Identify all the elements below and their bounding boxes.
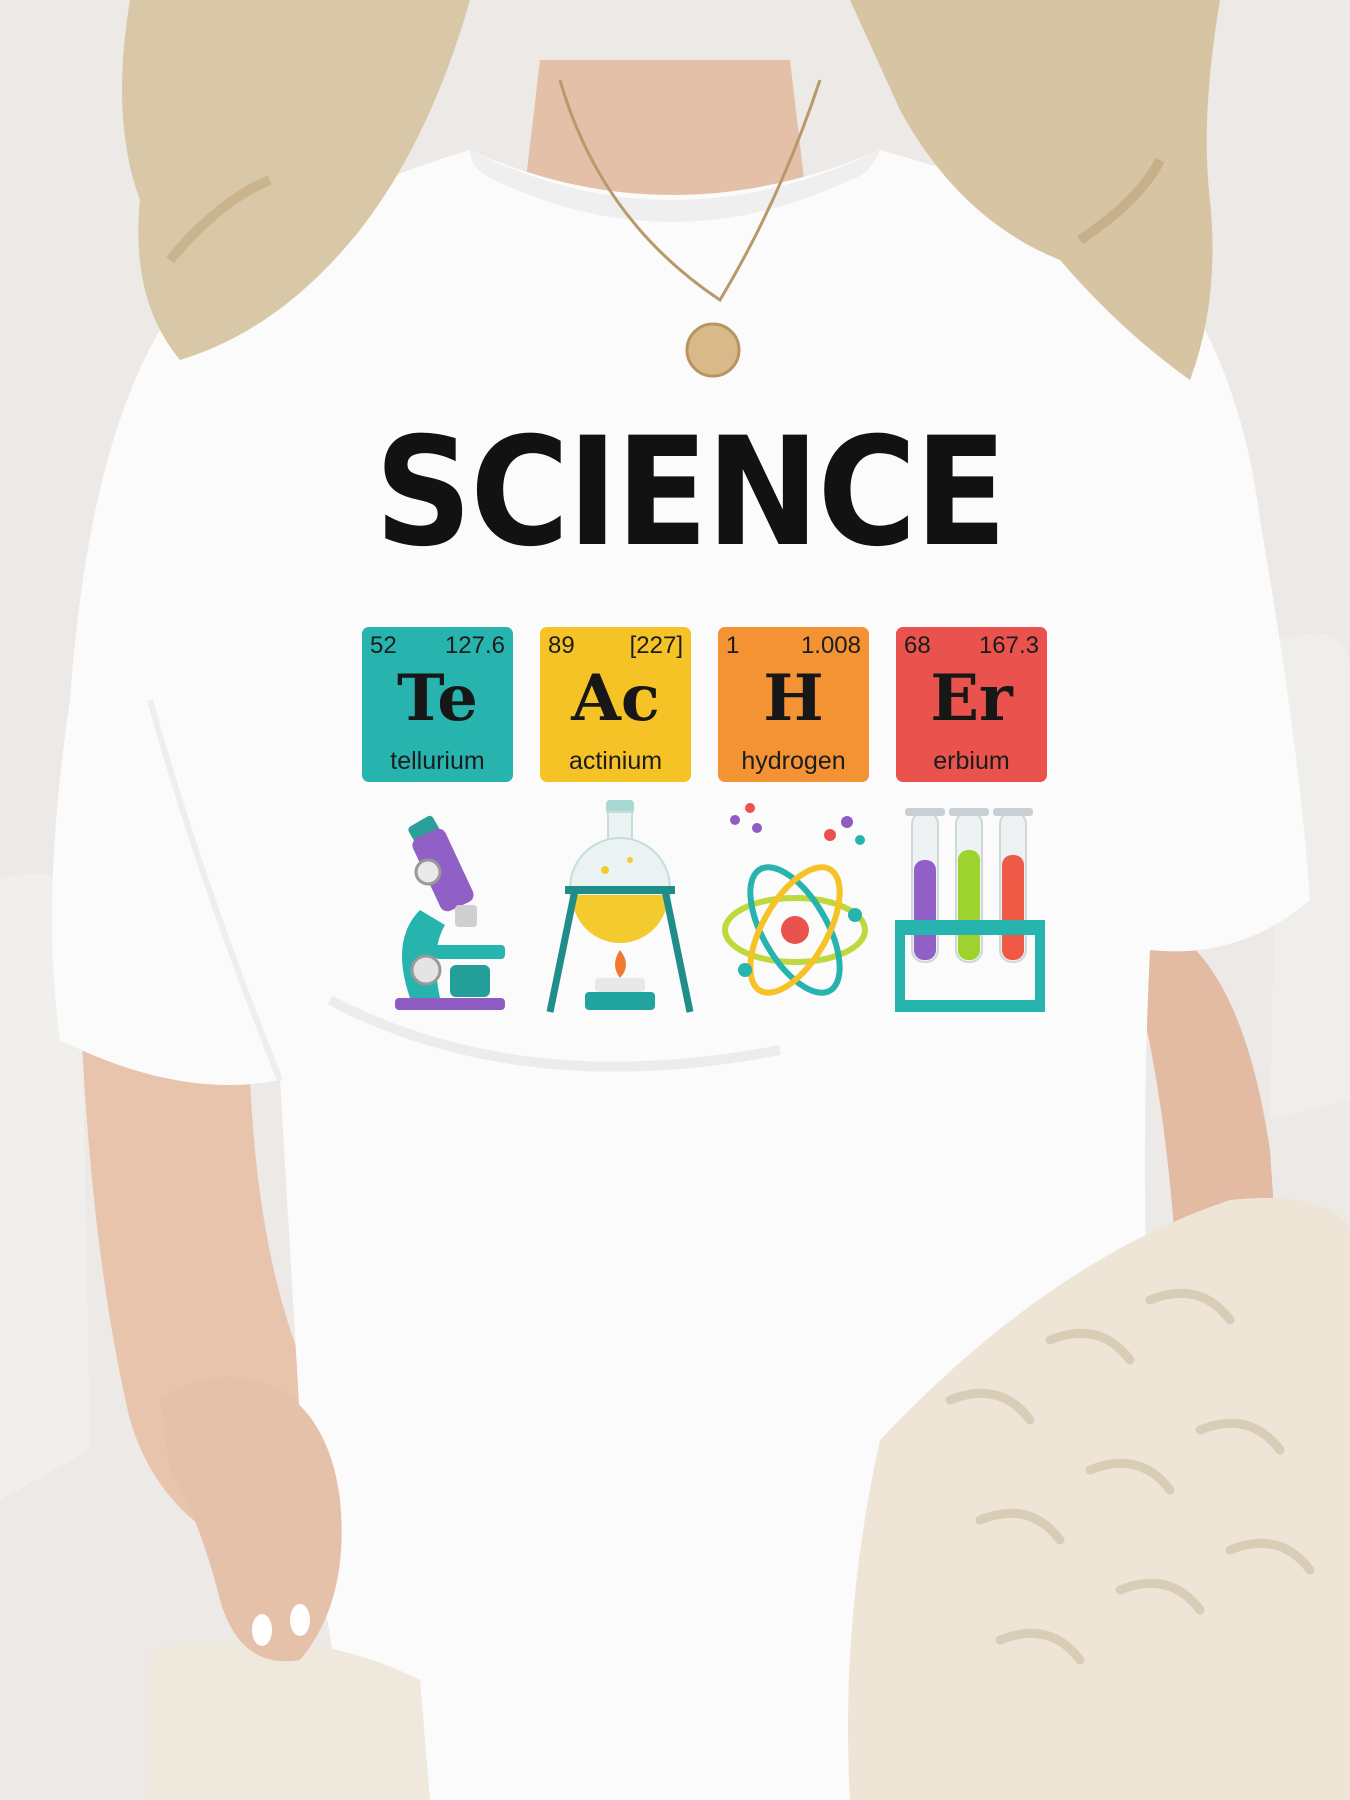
element-symbol: H bbox=[763, 661, 824, 736]
element-tile-er bbox=[896, 627, 1047, 782]
test-tubes-icon bbox=[890, 800, 1050, 1020]
atomic-mass: 167.3 bbox=[978, 632, 1039, 659]
coin-pendant bbox=[687, 324, 739, 376]
element-tile-te bbox=[362, 627, 513, 782]
atomic-number: 1 bbox=[726, 632, 740, 659]
design-headline: SCIENCE bbox=[374, 406, 1006, 580]
atomic-number: 52 bbox=[370, 632, 397, 659]
fingernail bbox=[252, 1614, 272, 1646]
element-symbol: Te bbox=[397, 661, 478, 736]
element-name: hydrogen bbox=[741, 747, 846, 775]
element-name: erbium bbox=[933, 747, 1010, 775]
element-tiles bbox=[362, 627, 1046, 785]
element-tile-ac bbox=[540, 627, 691, 782]
atomic-number: 89 bbox=[548, 632, 575, 659]
atomic-number: 68 bbox=[904, 632, 931, 659]
microscope-icon bbox=[370, 800, 530, 1020]
atomic-mass: 127.6 bbox=[444, 632, 505, 659]
atomic-mass: 1.008 bbox=[800, 632, 861, 659]
science-icons bbox=[360, 800, 1060, 1020]
element-name: tellurium bbox=[390, 747, 485, 775]
element-tile-h bbox=[718, 627, 869, 782]
atomic-mass: [227] bbox=[629, 632, 683, 659]
atom-icon bbox=[715, 800, 875, 1020]
element-symbol: Ac bbox=[571, 661, 660, 736]
element-name: actinium bbox=[568, 747, 663, 775]
element-symbol: Er bbox=[930, 661, 1013, 736]
flask-burner-icon bbox=[540, 800, 700, 1020]
fingernail bbox=[290, 1604, 310, 1636]
